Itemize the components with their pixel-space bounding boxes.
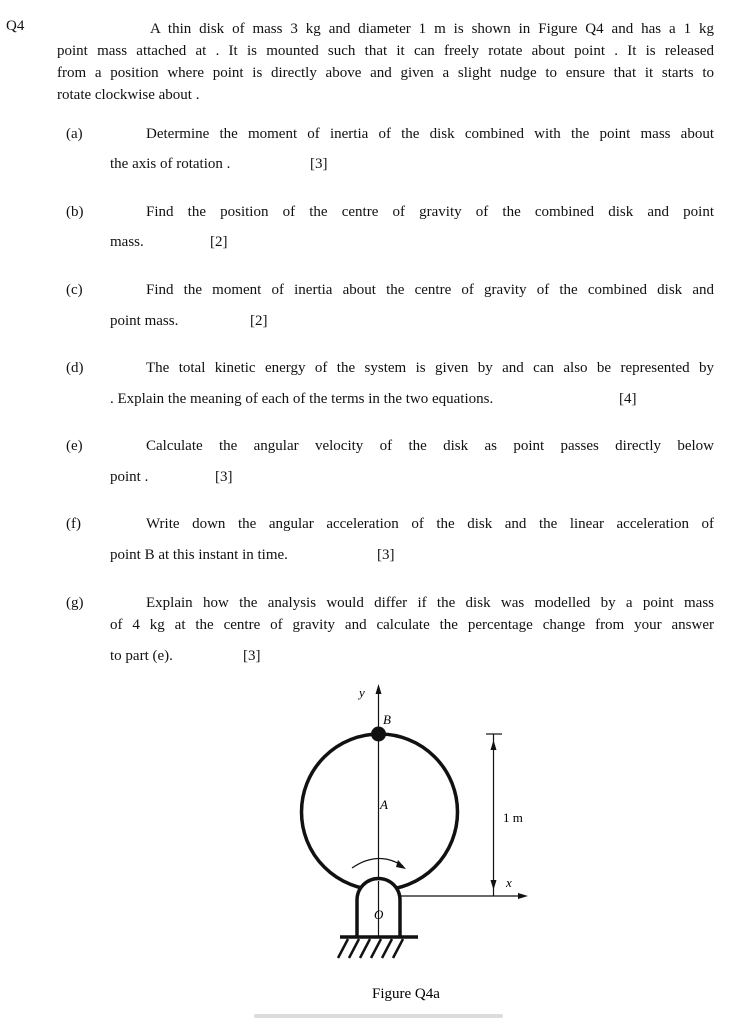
part-b-marks: [2] — [210, 234, 228, 250]
label-o: O — [374, 907, 384, 922]
part-a-line1: Determine the moment of inertia of the disk combined with the point mass about — [146, 126, 714, 142]
part-g-label: (g) — [66, 595, 84, 611]
ground-hatch — [338, 939, 403, 958]
point-mass-b — [371, 727, 386, 742]
part-f-line1: Write down the angular acceleration of the disk and the linear acceleration of — [146, 516, 714, 532]
part-d-line2: . Explain the meaning of each of the terms in the two equations. — [110, 391, 494, 407]
part-f-line2: point B at this instant in time. — [110, 547, 288, 563]
x-axis-arrow-icon — [518, 893, 528, 899]
part-f-label: (f) — [66, 516, 81, 532]
label-b: B — [383, 712, 391, 727]
part-a-line2: the axis of rotation . — [110, 156, 231, 172]
part-g-line1b: of 4 kg at the centre of gravity and calculate the percentage change from your answer — [110, 617, 714, 633]
label-x: x — [506, 875, 512, 890]
part-e-marks: [3] — [215, 469, 233, 485]
rotation-arrow — [352, 858, 403, 868]
y-axis-arrow-icon — [376, 684, 382, 694]
part-e-label: (e) — [66, 438, 83, 454]
part-c-marks: [2] — [250, 313, 268, 329]
figure-caption: Figure Q4a — [372, 986, 440, 1002]
part-b-label: (b) — [66, 204, 84, 220]
part-e-line2: point . — [110, 469, 149, 485]
part-c-label: (c) — [66, 282, 83, 298]
part-b-line1: Find the position of the centre of gravity of the combined disk and point — [146, 204, 714, 220]
part-d-line1: The total kinetic energy of the system is given by and can also be represented by — [146, 360, 714, 376]
part-c-line1: Find the moment of inertia about the centre of gravity of the combined disk and — [146, 282, 714, 298]
part-a-marks: [3] — [310, 156, 328, 172]
rotation-arrow-head-icon — [396, 860, 406, 869]
intro-line-4: rotate clockwise about . — [57, 87, 200, 103]
part-g-line1: Explain how the analysis would differ if the disk was modelled by a point mass — [146, 595, 714, 611]
dimension-arrow-down-icon — [491, 880, 497, 890]
part-d-marks: [4] — [619, 391, 637, 407]
part-b-line2: mass. — [110, 234, 144, 250]
part-a-label: (a) — [66, 126, 83, 142]
part-f-marks: [3] — [377, 547, 395, 563]
scrollbar[interactable] — [254, 1014, 503, 1018]
part-g-line2: to part (e). — [110, 648, 173, 664]
part-g-marks: [3] — [243, 648, 261, 664]
disk-circle — [302, 734, 458, 890]
part-e-line1: Calculate the angular velocity of the disk as point passes directly below — [146, 438, 714, 454]
part-c-line2: point mass. — [110, 313, 179, 329]
dimension-label: 1 m — [503, 810, 523, 825]
dimension-arrow-up-icon — [491, 740, 497, 750]
question-number: Q4 — [6, 18, 25, 34]
label-a: A — [380, 797, 388, 812]
label-y: y — [359, 685, 365, 700]
intro-line-3: from a position where point is directly above and given a slight nudge to ensure that it starts to — [57, 65, 714, 81]
part-d-label: (d) — [66, 360, 84, 376]
intro-line-1: A thin disk of mass 3 kg and diameter 1 m is shown in Figure Q4 and has a 1 kg — [150, 21, 714, 37]
intro-line-2: point mass attached at . It is mounted such that it can freely rotate about point . It is released — [57, 43, 714, 59]
